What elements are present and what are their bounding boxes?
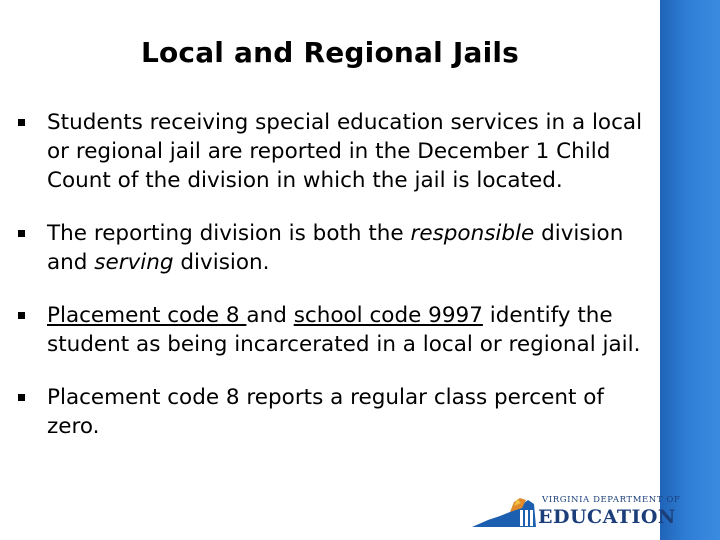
bullet-item [18, 383, 643, 441]
square-bullet-icon [18, 119, 25, 126]
bullet-item [18, 219, 643, 277]
bullet-text-part: identify the student as being incarcerated in a local or regional jail. [47, 303, 641, 357]
underlined-placement-code: Placement code 8 [47, 303, 247, 328]
bullet-text-part: division and [47, 221, 624, 275]
logo-line1: VIRGINIA DEPARTMENT OF [542, 495, 681, 505]
bullet-text-part: division. [173, 250, 270, 275]
bullet-text-part: and [246, 303, 294, 328]
bullet-text: Students receiving special education services in a local or regional jail are reported in the December 1 Child Count of the division in which the jail is located. [47, 110, 643, 193]
emphasis-serving: serving [94, 250, 174, 275]
square-bullet-icon [18, 230, 25, 237]
square-bullet-icon [18, 394, 25, 401]
logo-line2: EDUCATION [538, 506, 676, 528]
bullet-text-part: The reporting division is both the [47, 221, 411, 246]
slide-title: Local and Regional Jails [140, 36, 520, 69]
bullet-item [18, 108, 643, 195]
vdoe-logo [470, 492, 681, 532]
virginia-state-icon [470, 494, 540, 530]
bullet-item [18, 301, 643, 359]
underlined-school-code: school code 9997 [293, 303, 483, 328]
bullet-list [18, 108, 643, 465]
right-accent-bar [660, 0, 720, 540]
bullet-text: Placement code 8 reports a regular class percent of zero. [47, 385, 604, 439]
emphasis-responsible: responsible [410, 221, 535, 246]
square-bullet-icon [18, 312, 25, 319]
